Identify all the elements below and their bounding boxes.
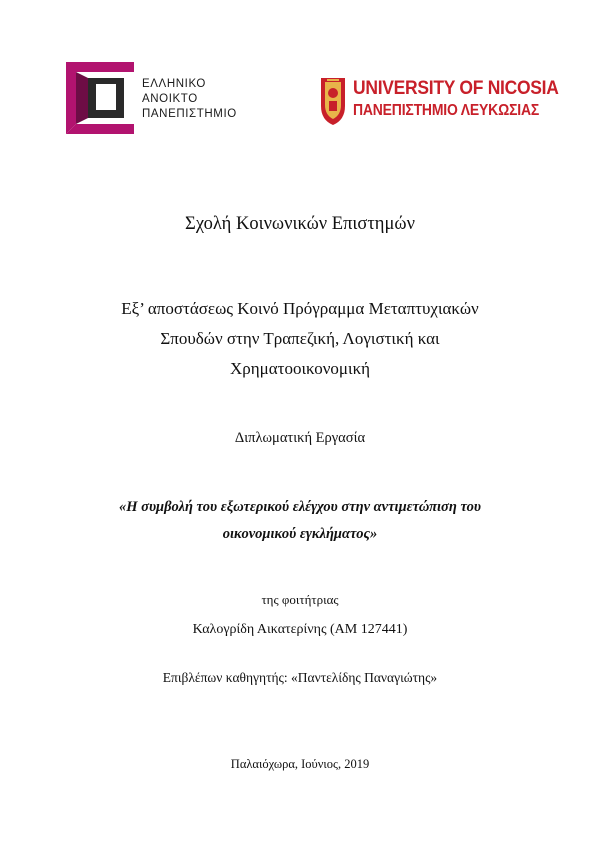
document-type: Διπλωματική Εργασία xyxy=(234,430,366,446)
thesis-title-line-1: «Η συμβολή του εξωτερικού ελέγχου στην αντιμετώπιση του xyxy=(118,499,482,515)
hou-wordmark-line-1: ΕΛΛΗΝΙΚΟ xyxy=(142,78,206,90)
university-of-nicosia-logo xyxy=(318,76,559,128)
hellenic-open-university-logo xyxy=(66,60,266,134)
program-name xyxy=(0,294,600,384)
supervisor: Επιβλέπων καθηγητής: «Παντελίδης Παναγιώτης» xyxy=(162,670,438,685)
program-line-2: Σπουδών στην Τραπεζική, Λογιστική και xyxy=(160,329,440,348)
school-name: Σχολή Κοινωνικών Επιστημών xyxy=(185,214,415,234)
unic-seal-icon xyxy=(318,76,348,126)
hou-wordmark xyxy=(142,77,272,122)
hou-emblem-icon xyxy=(66,62,136,134)
program-line-3: Χρηματοοικονομική xyxy=(229,359,371,378)
unic-wordmark xyxy=(353,77,577,120)
thesis-title xyxy=(0,494,600,548)
program-line-1: Εξ’ αποστάσεως Κοινό Πρόγραμμα Μεταπτυχιακών xyxy=(121,299,479,318)
hou-wordmark-line-3: ΠΑΝΕΠΙΣΤΗΜΙΟ xyxy=(142,108,237,120)
unic-name-english: UNIVERSITY OF NICOSIA xyxy=(353,78,559,99)
student-name: Καλογρίδη Αικατερίνης (ΑΜ 127441) xyxy=(192,622,408,637)
of-student-label: της φοιτήτριας xyxy=(261,592,339,607)
hou-wordmark-line-2: ΑΝΟΙΚΤΟ xyxy=(142,93,198,105)
place-and-date: Παλαιόχωρα, Ιούνιος, 2019 xyxy=(230,757,370,771)
thesis-title-line-2: οικονομικού εγκλήματος» xyxy=(222,526,378,542)
unic-name-greek: ΠΑΝΕΠΙΣΤΗΜΙΟ ΛΕΥΚΩΣΙΑΣ xyxy=(353,102,540,119)
